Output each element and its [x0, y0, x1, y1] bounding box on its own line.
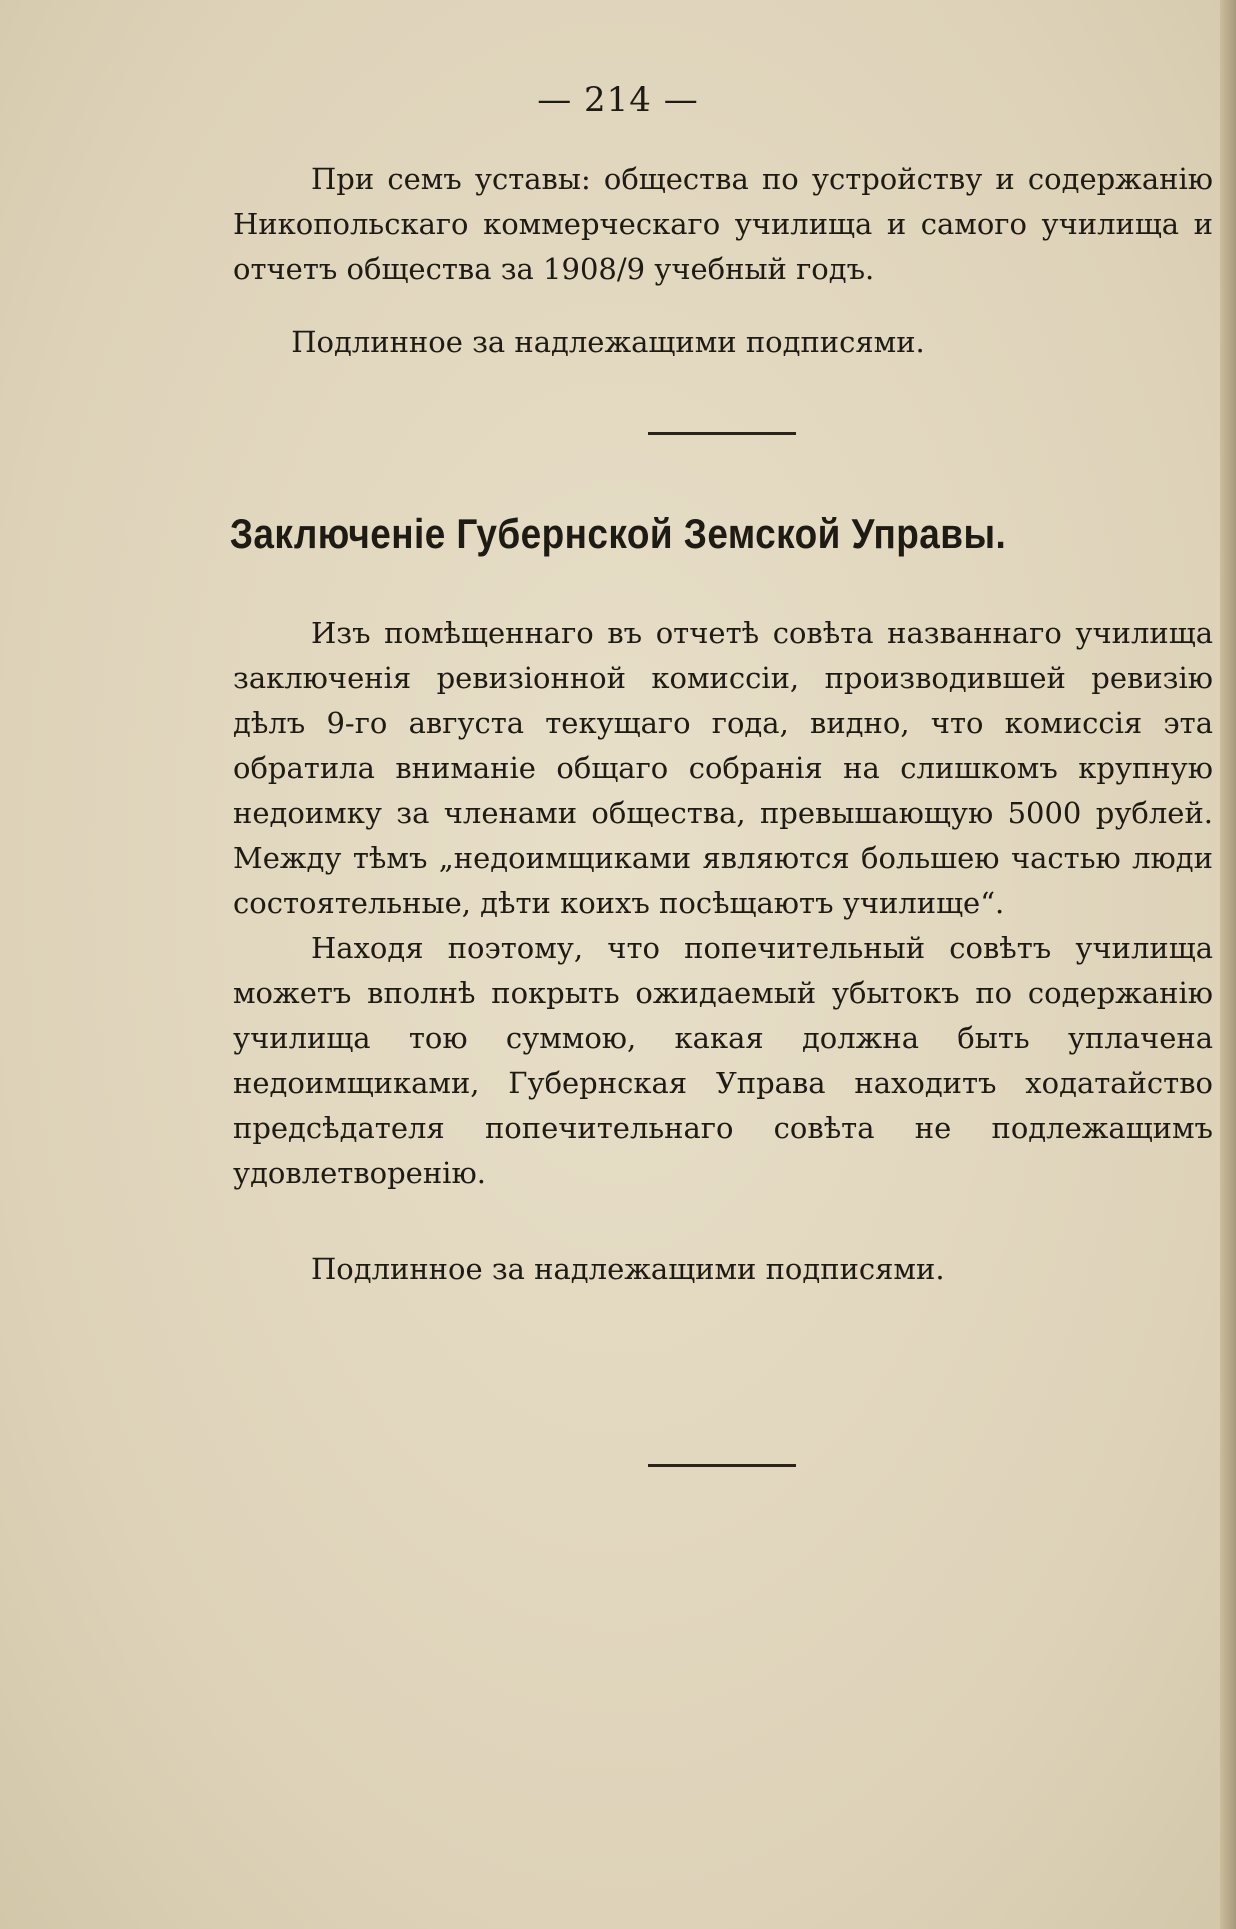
body-text: [233, 611, 1213, 1196]
enclosure-paragraph-block: [233, 157, 1213, 292]
page-number: — 214 —: [537, 80, 699, 120]
body-paragraph: Изъ помѣщеннаго въ отчетѣ совѣта названнаго училища заключенія ревизіонной комиссіи, производившей ревизію дѣлъ 9-го августа текущаго года, видно, что комиссія эта обратила вниманіе общаго собранія на слишкомъ крупную недоимку за членами общества, превышающую 5000 рублей. Между тѣмъ „недоимщиками являются большею частью люди состоятельные, дѣти коихъ посѣщаютъ училище“.: [233, 616, 1213, 920]
enclosure-paragraph: При семъ уставы: общества по устройству и содержанію Никопольскаго коммерческаго училища и самого училища и отчетъ общества за 1908/9 учебный годъ.: [233, 162, 1213, 286]
body-paragraph: Находя поэтому, что попечительный совѣтъ училища можетъ вполнѣ покрыть ожидаемый убытокъ по содержанію училища тою суммою, какая должна быть уплачена недоимщиками, Губернская Управа находитъ ходатайство предсѣдателя попечительнаго совѣта не подлежащимъ удовлетворенію.: [233, 931, 1213, 1190]
section-heading: Заключеніе Губернской Земской Управы.: [229, 510, 1007, 557]
signature-line-bottom-block: [233, 1247, 1213, 1292]
signature-line-top: Подлинное за надлежащими подписями.: [291, 325, 925, 359]
separator-rule-top: [648, 432, 796, 435]
page-gutter-shadow: [1220, 0, 1236, 1929]
signature-line-bottom: Подлинное за надлежащими подписями.: [311, 1252, 945, 1286]
separator-rule-bottom: [648, 1464, 796, 1467]
